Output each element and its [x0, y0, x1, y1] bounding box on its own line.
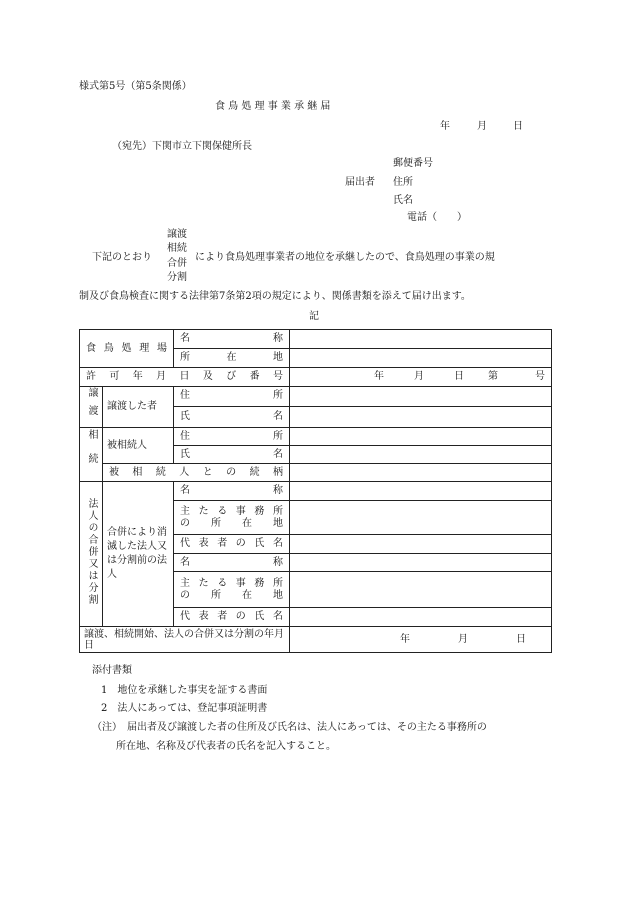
transfer-section-label: 譲渡 — [80, 387, 103, 428]
notifier-name-label: 氏名 — [393, 195, 413, 206]
permit-value[interactable] — [290, 368, 552, 387]
permit-number-suffix: 号 — [535, 371, 545, 382]
inherit-section-label: 相続 — [80, 428, 103, 482]
transferor-name-value[interactable] — [290, 406, 552, 427]
form-number: 様式第5号（第5条関係） — [79, 81, 192, 92]
option-merger: 合併 — [167, 258, 187, 269]
plant-name-value[interactable] — [290, 330, 552, 349]
start-day: 日 — [516, 633, 526, 645]
split-office-label: 主たる事務所 の所在地 — [174, 572, 290, 608]
merged-name-label: 名称 — [174, 482, 290, 501]
date-month-label: 月 — [477, 121, 487, 132]
notifier-label: 届出者 — [345, 177, 375, 188]
relation-label: 被相続人との続柄 — [103, 464, 290, 482]
transferor-label: 譲渡した者 — [103, 387, 174, 428]
merged-rep-value[interactable] — [290, 535, 552, 554]
permit-year: 年 — [374, 371, 384, 382]
decedent-name-value[interactable] — [290, 446, 552, 464]
option-inherit: 相続 — [167, 243, 187, 254]
note-line-2: 所在地、名称及び代表者の氏名を記入すること。 — [116, 741, 336, 752]
transferor-name-label: 氏名 — [174, 406, 290, 427]
attachment-item-1: 1 地位を承継した事実を証する書面 — [101, 685, 268, 696]
decedent-address-value[interactable] — [290, 428, 552, 446]
transferor-address-label: 住所 — [174, 387, 290, 407]
body-text-line2: 制及び食鳥検査に関する法律第7条第2項の規定により、関係書類を添えて届け出ます。 — [79, 291, 471, 302]
split-rep-label: 代表者の氏名 — [174, 608, 290, 627]
option-split: 分割 — [167, 272, 187, 283]
notifier-phone-label: 電話（ ） — [407, 212, 467, 223]
attachment-item-2: 2 法人にあっては、登記事項証明書 — [101, 703, 268, 714]
split-name-label: 名称 — [174, 554, 290, 572]
decedent-label: 被相続人 — [103, 428, 174, 464]
transferor-address-value[interactable] — [290, 387, 552, 407]
relation-value[interactable] — [290, 464, 552, 482]
merger-section-label: 法人の合併又は分割 — [80, 482, 103, 627]
date-day-label: 日 — [513, 121, 523, 132]
start-date-label: 譲渡、相続開始、法人の合併又は分割の年月日 — [80, 627, 290, 653]
merged-office-label: 主たる事務所 の所在地 — [174, 501, 290, 535]
merged-name-value[interactable] — [290, 482, 552, 501]
notification-table — [79, 329, 552, 653]
addressee: （宛先）下関市立下関保健所長 — [112, 141, 252, 152]
start-month: 月 — [458, 633, 468, 645]
page-title: 食 鳥 処 理 事 業 承 継 届 — [215, 101, 331, 112]
date-year-label: 年 — [440, 121, 450, 132]
start-year: 年 — [400, 633, 410, 645]
attachments-heading: 添付書類 — [92, 665, 132, 676]
body-lead: 下記のとおり — [92, 252, 152, 263]
plant-location-value[interactable] — [290, 349, 552, 368]
permit-month: 月 — [414, 371, 424, 382]
plant-label: 食鳥処理場 — [80, 330, 174, 368]
split-name-value[interactable] — [290, 554, 552, 572]
postal-code-label: 郵便番号 — [393, 158, 433, 169]
split-rep-value[interactable] — [290, 608, 552, 627]
permit-day: 日 — [454, 371, 464, 382]
permit-number-prefix: 第 — [488, 371, 498, 382]
body-text-line1: により食鳥処理事業者の地位を承継したので、食鳥処理の事業の規 — [195, 252, 495, 263]
notifier-address-label: 住所 — [393, 177, 413, 188]
note-line-1: （注） 届出者及び譲渡した者の住所及び氏名は、法人にあっては、その主たる事務所の — [92, 722, 487, 733]
decedent-address-label: 住所 — [174, 428, 290, 446]
plant-name-label: 名称 — [174, 330, 290, 349]
permit-label: 許可年月日及び番号 — [80, 368, 290, 387]
decedent-name-label: 氏名 — [174, 446, 290, 464]
split-office-value[interactable] — [290, 572, 552, 608]
merged-office-value[interactable] — [290, 501, 552, 535]
merged-rep-label: 代表者の氏名 — [174, 535, 290, 554]
option-transfer: 譲渡 — [167, 229, 187, 240]
ki-label: 記 — [309, 311, 319, 322]
merged-entity-label: 合併により消滅した法人又は分割前の法人 — [103, 482, 174, 627]
plant-location-label: 所在地 — [174, 349, 290, 368]
start-date-value[interactable] — [290, 627, 552, 653]
